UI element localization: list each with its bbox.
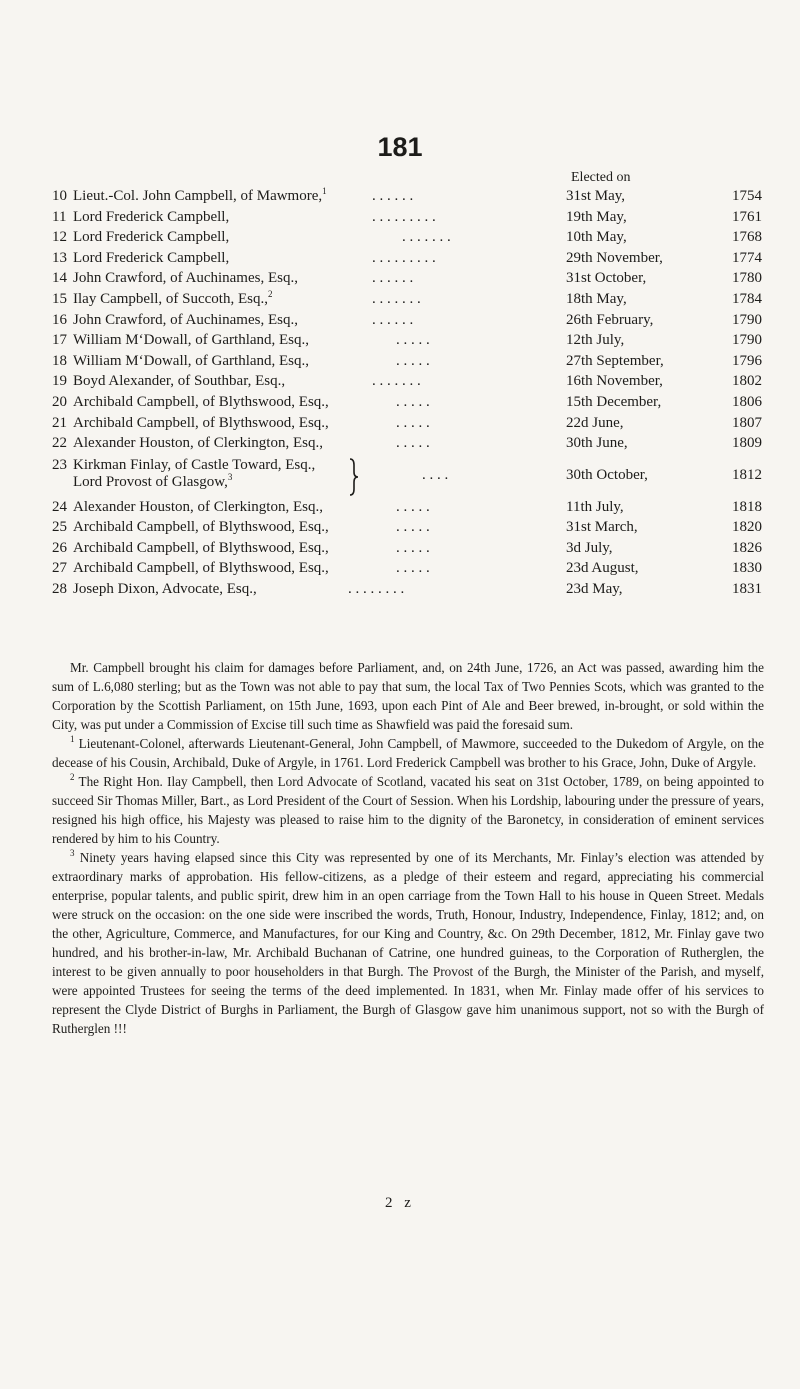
row-number: 10 <box>52 188 67 204</box>
member-name: Ilay Campbell, of Succoth, Esq.,$^2$ <box>73 289 273 307</box>
footnote-ref: 3 <box>227 472 233 482</box>
footnote-2: $^2$ The Right Hon. Ilay Campbell, then Lord Advocate of Scotland, vacated his seat on 31st October, 1789, on being appointed to succeed Sir Thomas Miller, Bart., as Lord President of the Court of Session. When his Lordship, labouring under the pressure of years, resigned his high office, his Majesty was pleased to raise him to the dignity of the Baronetcy, in consideration of eminent services rendered by him to his Country. <box>52 772 764 846</box>
member-name: Alexander Houston, of Clerkington, Esq., <box>73 498 323 515</box>
row-number: 12 <box>52 229 67 246</box>
notes-section <box>52 658 764 1038</box>
member-name: John Crawford, of Auchinames, Esq., <box>73 270 298 287</box>
election-date: 29th November, <box>566 249 663 266</box>
election-date: 31st March, <box>566 519 638 536</box>
member-name: William M‘Dowall, of Garthland, Esq., <box>73 352 310 369</box>
row-number: 11 <box>52 208 67 225</box>
table-row <box>52 270 762 290</box>
member-name: William M‘Dowall, of Garthland, Esq., <box>73 332 310 349</box>
member-name: Kirkman Finlay, of Castle Toward, Esq., <box>73 457 316 473</box>
row-number: 27 <box>52 560 67 577</box>
member-name: Archibald Campbell, of Blythswood, Esq., <box>73 394 329 410</box>
election-date: 15th December, <box>566 394 662 410</box>
leader-dots: . . . . . . . <box>372 291 421 307</box>
row-number: 21 <box>52 414 67 431</box>
member-name: Boyd Alexander, of Southbar, Esq., <box>73 373 286 390</box>
election-date: 18th May, <box>566 291 627 307</box>
table-row <box>52 499 762 519</box>
leader-dots: . . . . . <box>396 519 430 536</box>
leader-dots: . . . . . <box>396 498 430 515</box>
table-row <box>52 353 762 373</box>
election-date: 27th September, <box>566 352 664 369</box>
election-date: 19th May, <box>566 208 627 225</box>
member-title: Lord Provost of Glasgow,$^3$ <box>73 472 233 490</box>
election-year: 1754 <box>732 188 762 204</box>
election-year: 1768 <box>732 229 762 246</box>
row-number: 24 <box>52 498 67 515</box>
intro-paragraph: Mr. Campbell brought his claim for damages before Parliament, and, on 24th June, 1726, an Act was passed, awarding him the sum of L.6,080 sterling; but as the Town was not able to pay that sum, the local Tax of Two Pennies Scots, which was granted to the Corporation by the Scottish Parliament, on 15th June, 1693, upon each Pint of Ale and Beer brewed, in-brought, or sold within the City, was put under a Commission of Excise till such time as Shawfield was paid the foresaid sum. <box>52 660 764 732</box>
election-date: 31st May, <box>566 188 626 204</box>
table-row <box>52 332 762 352</box>
election-date: 12th July, <box>566 332 625 349</box>
table-row <box>52 291 762 311</box>
election-year: 1796 <box>732 352 762 369</box>
table-row <box>52 415 762 435</box>
curly-brace-icon <box>349 457 359 497</box>
row-number: 16 <box>52 311 67 328</box>
elected-on-header: Elected on <box>571 170 631 185</box>
leader-dots: . . . . . . . . . <box>372 208 436 225</box>
leader-dots: . . . . . <box>396 539 430 556</box>
leader-dots: . . . . . <box>396 352 430 369</box>
row-number: 17 <box>52 332 67 349</box>
election-year: 1806 <box>732 394 762 410</box>
table-row <box>52 540 762 560</box>
member-name: John Crawford, of Auchinames, Esq., <box>73 311 298 328</box>
election-year: 1790 <box>732 311 762 328</box>
row-number: 23 <box>52 457 67 473</box>
table-row <box>52 250 762 270</box>
election-year: 1812 <box>732 467 762 483</box>
footnote-1: $^1$ Lieutenant-Colonel, afterwards Lieutenant-General, John Campbell, of Mawmore, succeeded to the Dukedom of Argyle, on the decease of his Cousin, Archibald, Duke of Argyle, in 1761. Lord Frederick Campbell was brother to his Grace, John, Duke of Argyle. <box>52 734 764 770</box>
election-date: 30th June, <box>566 435 628 452</box>
election-date: 26th February, <box>566 311 654 328</box>
table-row <box>52 519 762 539</box>
row-number: 28 <box>52 581 67 597</box>
row-number: 25 <box>52 519 67 536</box>
leader-dots: . . . . . . . . <box>348 581 405 597</box>
table-row <box>52 394 762 414</box>
election-year: 1807 <box>732 414 762 431</box>
row-number: 26 <box>52 539 67 556</box>
leader-dots: . . . . . <box>396 414 430 431</box>
row-number: 13 <box>52 249 67 266</box>
election-date: 31st October, <box>566 270 647 287</box>
election-date: 23d May, <box>566 581 623 597</box>
election-date: 22d June, <box>566 414 624 431</box>
signature-mark: 2 z <box>385 1195 415 1211</box>
row-number: 15 <box>52 291 67 307</box>
election-year: 1761 <box>732 208 762 225</box>
member-name: Lord Frederick Campbell, <box>73 208 230 225</box>
table-row <box>52 560 762 580</box>
leader-dots: . . . . . . <box>372 188 414 204</box>
election-date: 3d July, <box>566 539 613 556</box>
election-year: 1774 <box>732 249 762 266</box>
member-name: Alexander Houston, of Clerkington, Esq., <box>73 435 323 452</box>
election-year: 1831 <box>732 581 762 597</box>
election-year: 1818 <box>732 498 762 515</box>
leader-dots: . . . . . <box>396 394 430 410</box>
row-number: 14 <box>52 270 67 287</box>
table-row <box>52 312 762 332</box>
leader-dots: . . . . <box>422 467 449 483</box>
election-year: 1784 <box>732 291 762 307</box>
page-number: 181 <box>377 132 423 162</box>
election-year: 1826 <box>732 539 762 556</box>
leader-dots: . . . . . . <box>372 311 414 328</box>
table-row <box>52 373 762 393</box>
member-name: Archibald Campbell, of Blythswood, Esq., <box>73 560 329 577</box>
election-year: 1809 <box>732 435 762 452</box>
election-date: 30th October, <box>566 467 648 483</box>
member-name: Archibald Campbell, of Blythswood, Esq., <box>73 414 329 431</box>
member-name: Lord Frederick Campbell, <box>73 249 230 266</box>
member-name: Joseph Dixon, Advocate, Esq., <box>73 581 257 597</box>
election-year: 1790 <box>732 332 762 349</box>
member-name: Archibald Campbell, of Blythswood, Esq., <box>73 539 329 556</box>
election-date: 23d August, <box>566 560 639 577</box>
member-name: Lieut.-Col. John Campbell, of Mawmore,$^1$ <box>73 186 327 204</box>
footnote-3: $^3$ Ninety years having elapsed since this City was represented by one of its Merchants, Mr. Finlay’s election was attended by extraordinary marks of approbation. His fellow-citizens, as a pledge of their esteem and regard, appreciating his commercial enterprise, popular talents, and public spirit, drew him in an open carriage from the Town Hall to his house in Queen Street. Medals were struck on the occasion: on the one side were inscribed the words, Truth, Honour, Industry, Independence, Finlay, 1812; and, on the other, Agriculture, Commerce, and Manufactures, for our King and Country, &c. On 29th December, 1812, Mr. Finlay gave two hundred, and his brother-in-law, Mr. Archibald Buchanan of Catrine, one hundred guineas, to the Corporation of Rutherglen, the interest to be given annually to poor householders in that Burgh. The Provost of the Burgh, the Minister of the Parish, and myself, were appointed Trustees for seeing the terms of the deed implemented. In 1831, when Mr. Finlay made offer of his services to represent the Clyde District of Burghs in Parliament, the Burgh of Glasgow gave him unanimous support, not so with the Burgh of Rutherglen !!! <box>52 848 764 1036</box>
table-row <box>52 229 762 249</box>
election-date: 16th November, <box>566 373 663 390</box>
leader-dots: . . . . . <box>396 435 430 452</box>
election-date: 10th May, <box>566 229 627 246</box>
table-row <box>52 457 762 497</box>
footnote-ref: 2 <box>267 289 273 299</box>
leader-dots: . . . . . <box>396 560 430 577</box>
election-year: 1780 <box>732 270 762 287</box>
election-year: 1820 <box>732 519 762 536</box>
election-year: 1830 <box>732 560 762 577</box>
row-number: 19 <box>52 373 67 390</box>
member-name: Lord Frederick Campbell, <box>73 229 230 246</box>
table-row <box>52 188 762 208</box>
election-date: 11th July, <box>566 498 624 515</box>
footnote-ref: 1 <box>322 186 327 196</box>
leader-dots: . . . . . . . . . <box>372 249 436 266</box>
table-row <box>52 581 762 601</box>
row-number: 18 <box>52 352 67 369</box>
leader-dots: . . . . . . . <box>372 373 421 390</box>
row-number: 22 <box>52 435 67 452</box>
leader-dots: . . . . . . <box>372 270 414 287</box>
election-year: 1802 <box>732 373 762 390</box>
table-row <box>52 209 762 229</box>
row-number: 20 <box>52 394 67 410</box>
member-name: Archibald Campbell, of Blythswood, Esq., <box>73 519 329 536</box>
leader-dots: . . . . . <box>396 332 430 349</box>
table-row <box>52 435 762 455</box>
leader-dots: . . . . . . . <box>402 229 451 246</box>
